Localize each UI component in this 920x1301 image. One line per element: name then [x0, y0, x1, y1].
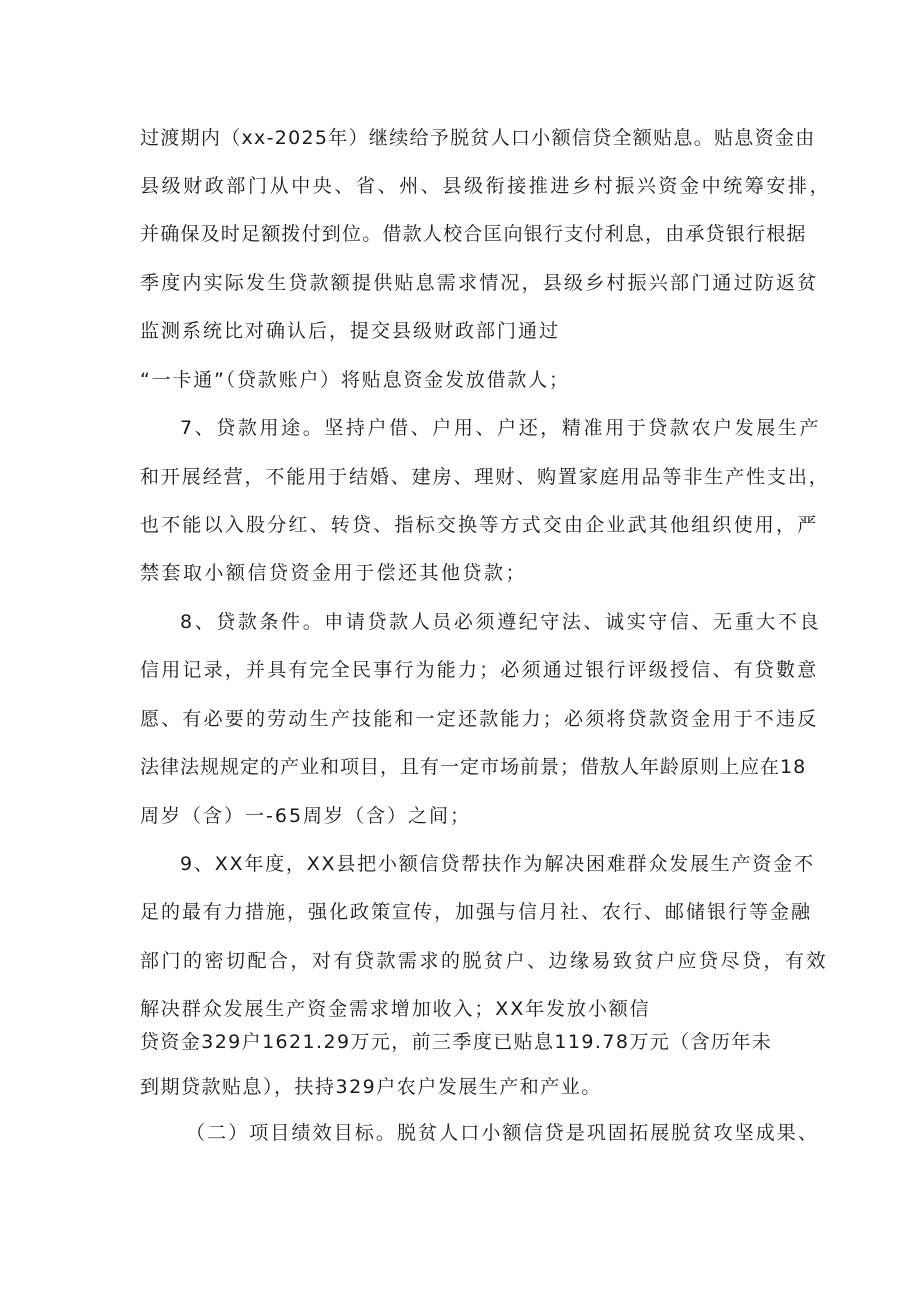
body-text-line: 足的最有力措施，强化政策宣传，加强与信月社、农行、邮储银行等金融: [140, 901, 813, 923]
body-text-line: 并确保及时足额拨付到位。借款人校合匡向银行支付利息，由承贷银行根据: [140, 223, 807, 245]
body-text-line: 贷资金329户1621.29万元，前三季度已贴息119.78万元（含历年未: [140, 1031, 773, 1053]
section-2-heading-line: （二）项目绩效目标。脱贫人口小额信贷是巩固拓展脱贫攻坚成果、: [186, 1122, 820, 1144]
body-text-line: 也不能以入股分红、转贷、指标交换等方式交由企业武其他组织使用，严: [140, 514, 819, 536]
body-text-line: 县级财政部门从中央、省、州、县级衔接推进乡村振兴资金中统筹安排，: [140, 175, 832, 197]
body-text-line: “一卡通”（贷款账户）将贴息资金发放借款人；: [140, 369, 570, 391]
body-text-line: 季度内实际发生贷款额提供贴息需求情况，县级乡村振兴部门通过防返贫: [140, 272, 819, 294]
body-text-line: 过渡期内（xx-2025年）继续给予脱贫人口小额信贷全额贴息。贴息资金由: [140, 127, 816, 149]
body-text-line: 愿、有必要的劳动生产技能和一定还款能力；必须将贷款资金用于不违反: [140, 708, 819, 730]
paragraph-7-heading-line: 7、贷款用途。坚持户借、户用、户还，精准用于贷款农户发展生产: [180, 417, 822, 439]
body-text-line: 法律法规规定的产业和项目，且有一定市场前景；借敖人年龄原则上应在18: [140, 756, 807, 778]
body-text-line: 监测系统比对确认后，提交县级财政部门通过: [140, 320, 561, 342]
body-text-line: 解决群众发展生产资金需求增加收入；XX年发放小额信: [140, 998, 651, 1020]
paragraph-8-heading-line: 8、贷款条件。申请贷款人员必须遵纪守法、诚实守信、无重大不良: [180, 611, 822, 633]
body-text-line: 周岁（含）一-65周岁（含）之间；: [140, 805, 472, 827]
paragraph-9-heading-line: 9、XX年度，XX县把小额信贷帮扶作为解决困难群众发展生产资金不: [180, 853, 815, 875]
body-text-line: 到期贷款贴息），扶持329户农户发展生产和产业。: [140, 1076, 602, 1098]
body-text-line: 部门的密切配合，对有贷款需求的脱贫户、边缘易致贫户应贷尽贷，有效: [140, 950, 829, 972]
body-text-line: 禁套取小额信贷资金用于偿还其他贷款；: [140, 562, 528, 584]
body-text-line: 和开展经营，不能用于结婚、建房、理财、购置家庭用品等非生产性支出，: [140, 466, 830, 488]
body-text-line: 信用记录，并具有完全民事行为能力；必须通过银行评级授信、有贷數意: [140, 659, 819, 681]
